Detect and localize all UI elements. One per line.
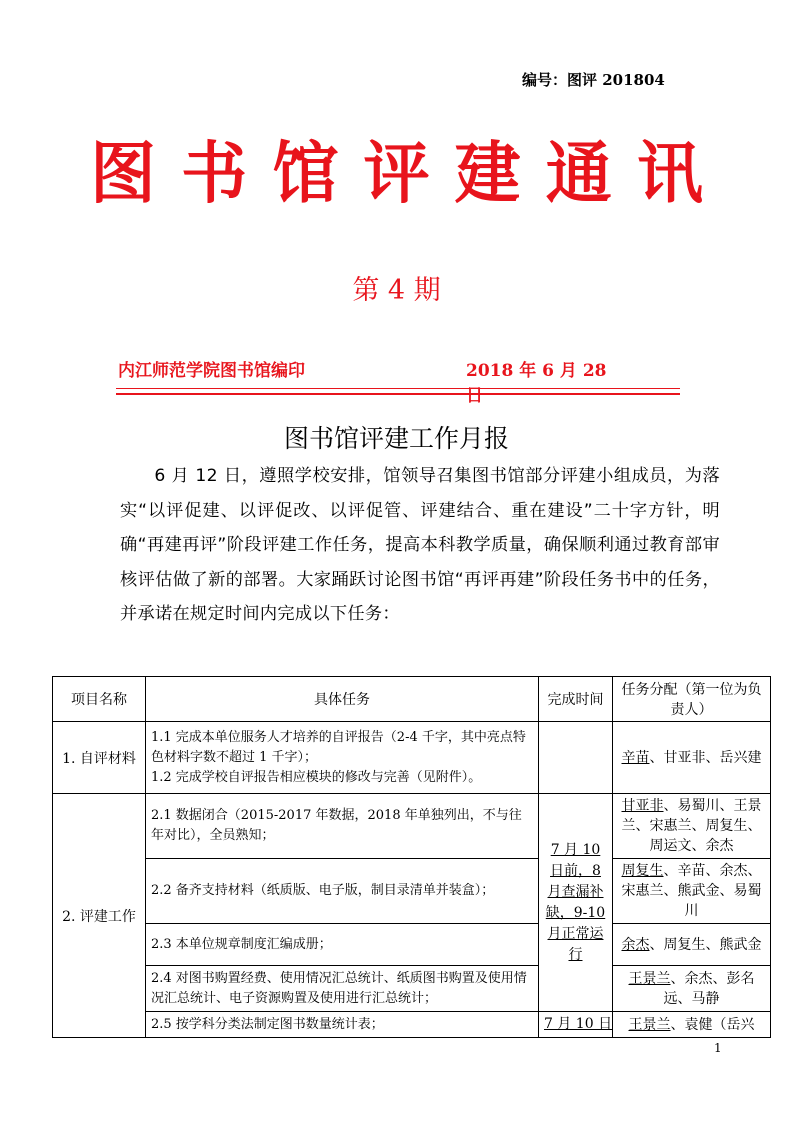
header-project: 项目名称 xyxy=(53,677,146,722)
project-cell: 2. 评建工作 xyxy=(53,794,146,1038)
owner-cell xyxy=(613,794,771,859)
owner-cell xyxy=(613,722,771,794)
header-time: 完成时间 xyxy=(539,677,613,722)
table-row xyxy=(53,794,771,859)
table-row xyxy=(53,966,771,1012)
owner-lead: 王景兰 xyxy=(628,970,671,987)
time-cell xyxy=(539,1012,613,1038)
owner-rest: 、袁健（岳兴 xyxy=(670,1016,755,1033)
task-table xyxy=(52,676,771,1038)
owner-cell xyxy=(613,859,771,924)
owner-lead: 辛苗 xyxy=(621,749,650,766)
task-cell: 2.1 数据闭合（2015-2017 年数据，2018 年单独列出，不与往年对比），全员熟知； xyxy=(146,794,539,859)
table-row xyxy=(53,1012,771,1038)
owner-lead: 余杰 xyxy=(621,936,650,953)
masthead-char: 书 xyxy=(181,134,248,213)
masthead-char: 图 xyxy=(90,134,156,213)
owner-cell xyxy=(613,1012,771,1038)
serial-number: 编号：图评 201804 xyxy=(522,71,665,89)
owner-rest: 、周复生、熊武金 xyxy=(649,936,762,953)
owner-lead: 周复生 xyxy=(621,863,664,879)
project-cell: 1. 自评材料 xyxy=(53,722,146,794)
header-task: 具体任务 xyxy=(146,677,539,722)
masthead-char: 评 xyxy=(363,134,430,213)
table-row xyxy=(53,924,771,966)
divider-thin xyxy=(116,388,680,389)
masthead-title xyxy=(90,134,703,214)
owner-rest: 、甘亚非、岳兴建 xyxy=(649,749,762,766)
masthead-char: 通 xyxy=(545,134,612,213)
owner-lead: 王景兰 xyxy=(628,1016,671,1033)
report-paragraph: 6 月 12 日，遵照学校安排，馆领导召集图书馆部分评建小组成员，为落实“以评促建、以评促改、以评促管、评建结合、重在建设”二十字方针，明确“再建再评”阶段评建工作任务，提高本科教学质量，确保顺利通过教育部审核评估做了新的部署。大家踊跃讨论图书馆“再评再建”阶段任务书中的任务，并承诺在规定时间内完成以下任务： xyxy=(120,466,720,624)
publication-date: 2018 年 6 月 28 日 xyxy=(466,361,607,406)
table-header-row xyxy=(53,677,771,722)
owner-rest: 、易蜀川、王景兰、宋惠兰、周复生、周运文、余杰 xyxy=(621,798,762,854)
owner-lead: 甘亚非 xyxy=(621,798,664,814)
time-text: 7 月 10 日 xyxy=(544,1016,613,1032)
masthead-char: 馆 xyxy=(272,134,339,213)
issue-number: 第 4 期 xyxy=(352,275,441,306)
divider-thick xyxy=(116,393,680,395)
masthead-char: 讯 xyxy=(636,134,703,213)
masthead-char: 建 xyxy=(454,134,521,213)
task-cell: 2.2 备齐支持材料（纸质版、电子版，制目录清单并装盒）； xyxy=(146,859,539,924)
task-cell: 1.1 完成本单位服务人才培养的自评报告（2-4 千字，其中亮点特色材料字数不超过 1 千字）； 1.2 完成学校自评报告相应模块的修改与完善（见附件）。 xyxy=(146,722,539,794)
task-cell: 2.4 对图书购置经费、使用情况汇总统计、纸质图书购置及使用情况汇总统计、电子资源购置及使用进行汇总统计； xyxy=(146,966,539,1012)
report-title: 图书馆评建工作月报 xyxy=(283,424,509,453)
report-body xyxy=(120,459,720,632)
owner-cell xyxy=(613,966,771,1012)
publisher: 内江师范学院图书馆编印 xyxy=(118,361,305,381)
owner-cell xyxy=(613,924,771,966)
table-row xyxy=(53,722,771,794)
table-row xyxy=(53,859,771,924)
header-owner: 任务分配（第一位为负责人） xyxy=(613,677,771,722)
time-cell-empty xyxy=(539,722,613,794)
time-cell xyxy=(539,794,613,1012)
time-text: 7 月 10 日前，8 月查漏补缺，9-10 月正常运行 xyxy=(545,841,606,963)
owner-rest: 、辛苗、余杰、宋惠兰、熊武金、易蜀川 xyxy=(621,863,762,919)
page-number: 1 xyxy=(714,1041,722,1055)
task-cell: 2.3 本单位规章制度汇编成册； xyxy=(146,924,539,966)
publication-info xyxy=(118,356,618,406)
owner-rest: 、余杰、彭名远、马静 xyxy=(663,970,755,1007)
task-cell: 2.5 按学科分类法制定图书数量统计表； xyxy=(146,1012,539,1038)
